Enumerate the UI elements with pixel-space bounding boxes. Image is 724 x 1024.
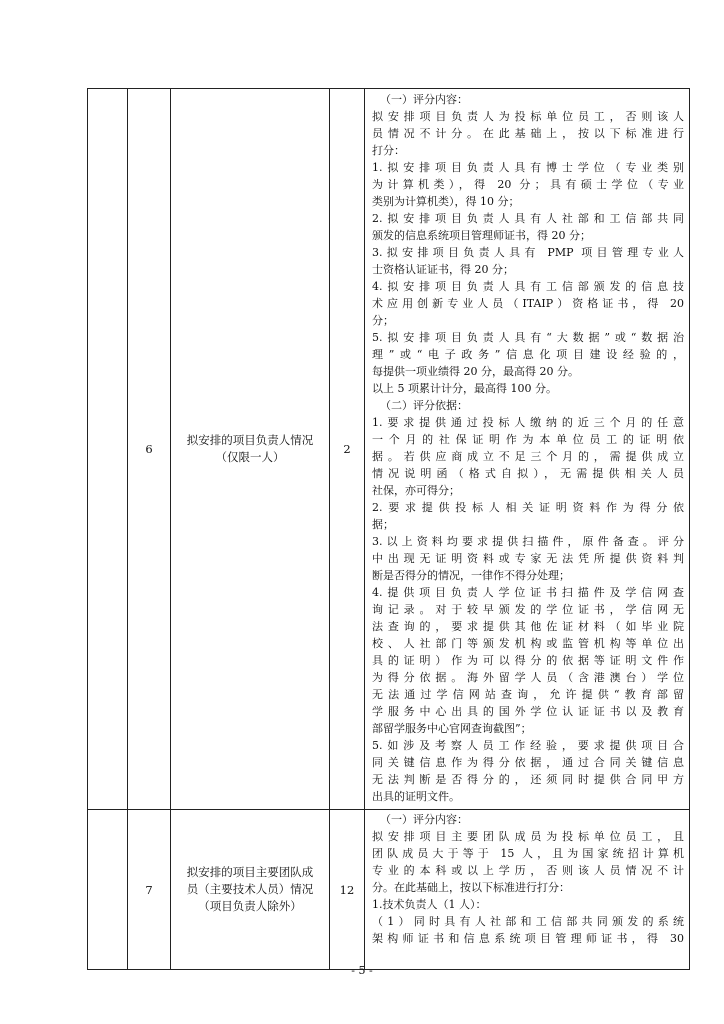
category-cell — [88, 89, 128, 810]
criteria-line: 中出现无证明资料或专家无法凭所提供资料判 — [372, 552, 684, 565]
category-cell — [88, 810, 128, 970]
criteria-line: （一）评分内容： — [380, 813, 468, 826]
criteria-line: （1）同时具有人社部和工信部共同颁发的系统 — [372, 915, 684, 928]
criteria-line: 社保，亦可得分； — [372, 484, 460, 497]
criteria-line: 员情况不计分。在此基础上，按以下标准进行 — [372, 127, 684, 140]
criteria-line: 询记录。对于较早颁发的学位证书，学信网无 — [372, 603, 684, 616]
score-weight: 12 — [330, 810, 365, 970]
criteria-line: 分。在此基础上，按以下标准进行打分： — [372, 881, 570, 894]
criteria-line: 以上 5 项累计计分，最高得 100 分。 — [372, 382, 557, 395]
criteria-line: 为得分依据。海外留学人员（含港澳台）学位 — [372, 671, 684, 684]
scoring-table — [87, 88, 690, 970]
table-row — [88, 89, 690, 810]
criteria-line: 团队成员大于等于 15 人，且为国家统招计算机 — [372, 847, 684, 860]
criteria-line: 每提供一项业绩得 20 分，最高得 20 分。 — [372, 365, 579, 378]
criteria-line: 出具的证明文件。 — [372, 790, 460, 803]
evaluation-item-line: （仅限一人） — [215, 450, 285, 464]
criteria-line: 2.要求提供投标人相关证明资料作为得分依 — [372, 501, 684, 514]
criteria-line: 1.技术负责人（1 人）： — [372, 898, 487, 911]
criteria-line: 3.以上资料均要求提供扫描件，原件备查。评分 — [372, 535, 684, 548]
criteria-line: （二）评分依据： — [380, 399, 468, 412]
criteria-line: 校、人社部门等颁发机构或监管机构等单位出 — [372, 637, 684, 650]
criteria-line: 2.拟安排项目负责人具有人社部和工信部共同 — [372, 212, 684, 225]
row-number: 7 — [128, 810, 171, 970]
criteria-line: 1.要求提供通过投标人缴纳的近三个月的任意 — [372, 416, 684, 429]
criteria-line: 理”或“电子政务”信息化项目建设经验的， — [372, 348, 684, 361]
criteria-line: 同关键信息作为得分依据，通过合同关键信息 — [372, 756, 684, 769]
criteria-line: 为计算机类），得 20 分；具有硕士学位（专业 — [372, 178, 684, 191]
criteria-line: 一个月的社保证明作为本单位员工的证明依 — [372, 433, 684, 446]
table-row — [88, 810, 690, 970]
criteria-line: 1.拟安排项目负责人具有博士学位（专业类别 — [372, 161, 684, 174]
criteria-line: 据。若供应商成立不足三个月的，需提供成立 — [372, 450, 684, 463]
criteria-line: 4.拟安排项目负责人具有工信部颁发的信息技 — [372, 280, 684, 293]
criteria-line: 4.提供项目负责人学位证书扫描件及学信网查 — [372, 586, 684, 599]
criteria-line: 颁发的信息系统项目管理师证书，得 20 分； — [372, 229, 591, 242]
criteria-line: 部留学服务中心官网查询截图”； — [372, 722, 532, 735]
evaluation-item-line: 拟安排的项目主要团队成 — [186, 865, 314, 879]
criteria-line: 3.拟安排项目负责人具有 PMP 项目管理专业人 — [372, 246, 684, 259]
criteria-line: 学服务中心出具的国外学位认证证书以及教育 — [372, 705, 684, 718]
criteria-line: 情况说明函（格式自拟），无需提供相关人员 — [372, 467, 684, 480]
evaluation-item-line: 员（主要技术人员）情况 — [186, 882, 314, 896]
score-weight: 2 — [330, 89, 365, 810]
criteria-line: 5.如涉及考察人员工作经验，要求提供项目合 — [372, 739, 684, 752]
evaluation-item — [171, 89, 330, 810]
criteria-line: 断是否得分的情况，一律作不得分处理； — [372, 569, 570, 582]
scoring-criteria — [365, 810, 690, 970]
criteria-line: 5.拟安排项目负责人具有“大数据”或“数据治 — [372, 331, 684, 344]
evaluation-item-line: （项目负责人除外） — [198, 899, 302, 913]
scoring-criteria — [365, 89, 690, 810]
criteria-line: （一）评分内容： — [380, 93, 468, 106]
evaluation-item-line: 拟安排的项目负责人情况 — [186, 433, 314, 447]
criteria-line: 架构师证书和信息系统项目管理师证书，得 30 — [372, 932, 684, 945]
page-number: - 5 - — [351, 964, 373, 977]
evaluation-item — [171, 810, 330, 970]
criteria-line: 士资格认证证书，得 20 分； — [372, 263, 514, 276]
criteria-line: 拟安排项目主要团队成员为投标单位员工，且 — [372, 830, 684, 843]
criteria-line: 拟安排项目负责人为投标单位员工，否则该人 — [372, 110, 684, 123]
criteria-line: 据； — [372, 518, 394, 531]
row-number: 6 — [128, 89, 171, 810]
criteria-line: 类别为计算机类），得 10 分； — [372, 195, 520, 208]
criteria-line: 分； — [372, 314, 394, 327]
criteria-line: 具的证明）作为可以得分的依据等证明文件作 — [372, 654, 684, 667]
criteria-line: 术应用创新专业人员（ITAIP）资格证书，得 20 — [372, 297, 684, 310]
criteria-line: 无法判断是否得分的，还须同时提供合同甲方 — [372, 773, 684, 786]
criteria-line: 专业的本科或以上学历，否则该人员情况不计 — [372, 864, 684, 877]
criteria-line: 法查询的，要求提供其他佐证材料（如毕业院 — [372, 620, 684, 633]
criteria-line: 无法通过学信网站查询，允许提供“教育部留 — [372, 688, 684, 701]
criteria-line: 打分： — [372, 144, 405, 157]
